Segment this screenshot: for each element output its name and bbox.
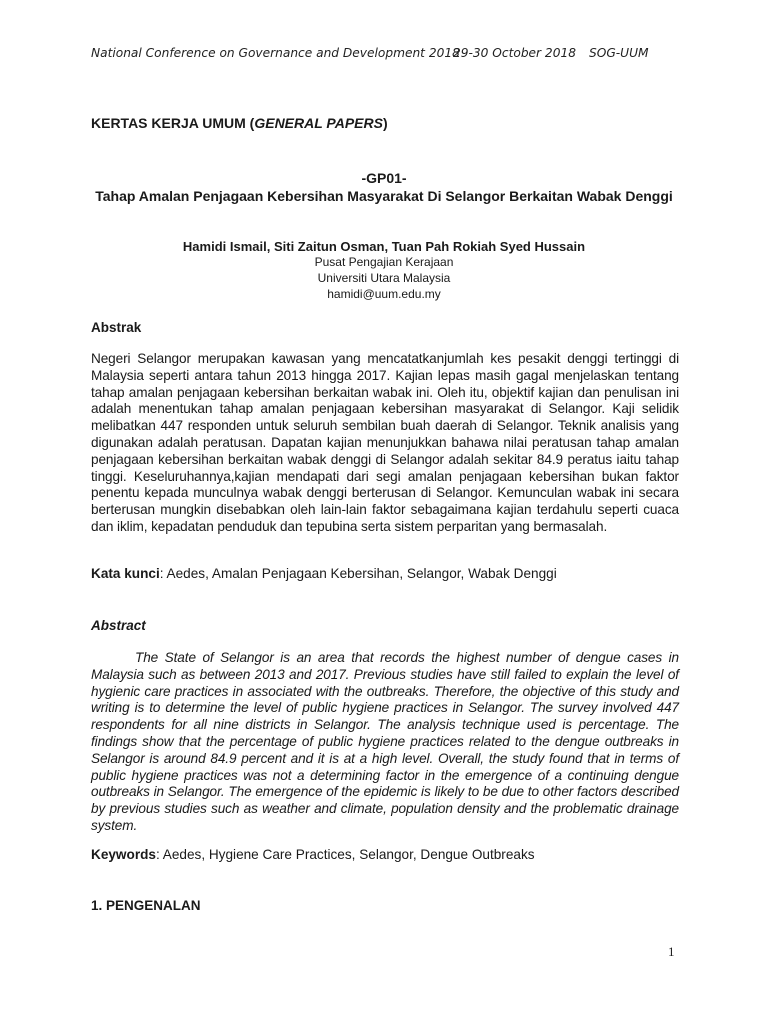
page-number: 1	[668, 944, 675, 959]
introduction-heading: 1. PENGENALAN	[91, 898, 201, 913]
kata-kunci-line	[91, 566, 557, 581]
paper-authors: Hamidi Ismail, Siti Zaitun Osman, Tuan Pah Rokiah Syed Hussain	[182, 239, 586, 254]
abstract-heading: Abstract	[91, 618, 146, 633]
section-label-italic: GENERAL PAPERS	[254, 115, 383, 131]
header-organizer: SOG-UUM	[589, 46, 649, 60]
keywords-line	[91, 847, 535, 862]
paper-code: -GP01-	[361, 170, 407, 186]
running-header	[91, 46, 691, 64]
author-email: hamidi@uum.edu.my	[327, 287, 441, 301]
affiliation-school: Pusat Pengajian Kerajaan	[314, 255, 454, 269]
affiliation-university: Universiti Utara Malaysia	[317, 271, 451, 285]
kata-kunci-label: Kata kunci	[91, 566, 160, 581]
kata-kunci-values: : Aedes, Amalan Penjagaan Kebersihan, Selangor, Wabak Denggi	[159, 566, 557, 581]
paper-title: Tahap Amalan Penjagaan Kebersihan Masyarakat Di Selangor Berkaitan Wabak Denggi	[95, 188, 673, 204]
section-label	[91, 115, 388, 131]
header-conference: National Conference on Governance and Development 2018	[91, 46, 460, 60]
header-date: 29-30 October 2018	[453, 46, 576, 60]
abstract-body: The State of Selangor is an area that records the highest number of dengue cases in Malaysia such as between 2013 and 2017. Previous studies have still failed to explain the level of hygienic care practices in associated with the outbreaks. Therefore, the objective of this study and writing is to determine the level of public hygiene practices in Selangor. The survey involved 447 respondents for all nine districts in Selangor. The analysis technique used is percentage. The findings show that the percentage of public hygiene practices related to the dengue outbreaks in Selangor is around 84.9 percent and it is at a high level. Overall, the study found that in terms of public hygiene practices was not a determining factor in the emergence of a continuing dengue outbreaks in Selangor. The emergence of the epidemic is likely to be due to other factors described by previous studies such as weather and climate, population density and the problematic drainage system.	[91, 650, 679, 833]
keywords-values: : Aedes, Hygiene Care Practices, Selangor, Dengue Outbreaks	[155, 847, 535, 862]
section-label-prefix: KERTAS KERJA UMUM (	[91, 115, 255, 131]
abstrak-body: Negeri Selangor merupakan kawasan yang mencatatkanjumlah kes pesakit denggi tertinggi di Malaysia seperti antara tahun 2013 hingga 2017. Kajian lepas masih gagal menjelaskan tentang tahap amalan penjagaan kebersihan berkaitan wabak ini. Oleh itu, objektif kajian dan penulisan ini adalah menentukan tahap amalan penjagaan kebersihan masyarakat di Selangor. Kaji selidik melibatkan 447 responden untuk seluruh sembilan buah daerah di Selangor. Teknik analisis yang digunakan adalah peratusan. Dapatan kajian menunjukkan bahawa nilai peratusan tahap amalan penjagaan kebersihan berkaitan wabak denggi di Selangor adalah sekitar 84.9 peratus iaitu tahap tinggi. Keseluruhannya,kajian mendapati dari segi amalan penjagaan kebersihan bukan faktor penentu kepada munculnya wabak denggi berterusan di Selangor. Kemunculan wabak ini secara berterusan mungkin disebabkan oleh lain-lain faktor sebagaimana kajian terdahulu seperti cuaca dan iklim, kepadatan penduduk dan tepubina serta sistem perparitan yang bermasalah.	[91, 351, 679, 534]
keywords-label: Keywords	[91, 847, 156, 862]
section-label-suffix: )	[382, 115, 388, 131]
abstrak-heading: Abstrak	[91, 320, 142, 335]
